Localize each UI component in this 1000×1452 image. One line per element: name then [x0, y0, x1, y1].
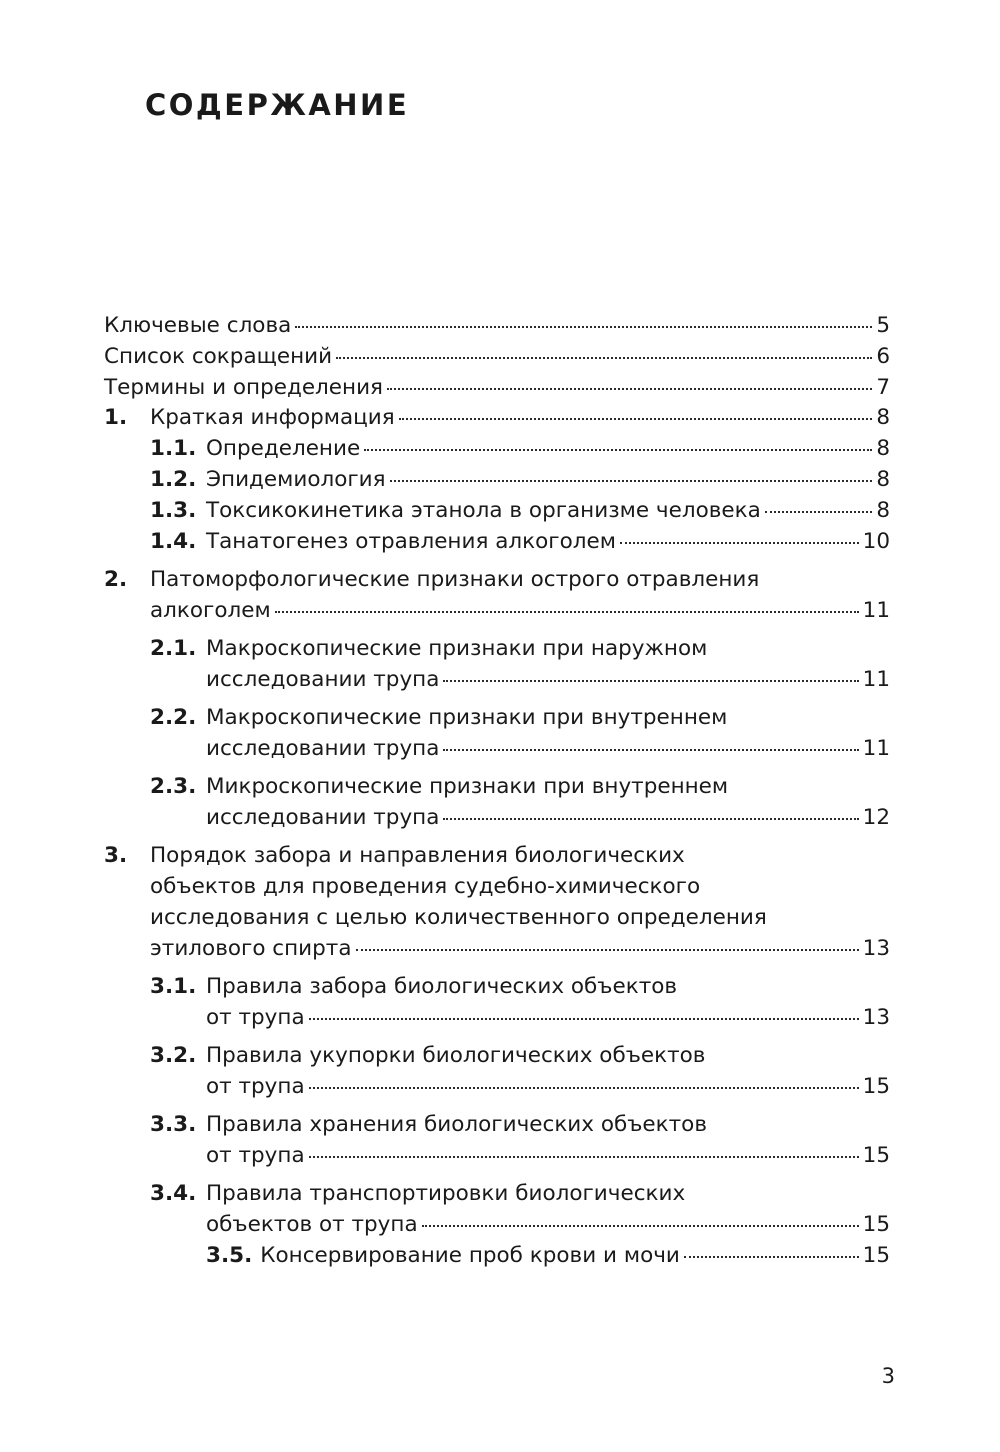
toc-entry[interactable]	[104, 703, 890, 765]
toc-entry-title: алкоголем	[150, 597, 271, 623]
toc-entry-page: 12	[862, 804, 890, 830]
dot-leader	[295, 326, 872, 328]
toc-entry-number: 1.2.	[150, 466, 197, 492]
toc-entry-title: этилового спирта	[150, 935, 352, 961]
toc-entry[interactable]	[104, 972, 890, 1034]
toc-entry-page: 5	[876, 313, 890, 338]
dot-leader	[620, 542, 859, 544]
toc-entry-title: Список сокращений	[104, 343, 333, 369]
toc-entry-number: 3.	[104, 843, 128, 869]
toc-entry[interactable]	[104, 311, 890, 342]
toc-entry-page: 15	[862, 1073, 890, 1099]
toc-entry[interactable]	[104, 1041, 890, 1103]
dot-leader	[765, 511, 873, 513]
dot-leader	[387, 388, 872, 390]
toc-entry-title: Консервирование проб крови и мочи	[260, 1242, 680, 1268]
dot-leader	[309, 1087, 859, 1089]
toc-entry-title-line: Правила хранения биологических объектов	[206, 1112, 707, 1138]
toc-entry-title: Краткая информация	[150, 405, 395, 431]
toc-entry[interactable]	[104, 634, 890, 696]
toc-entry-title: Танатогенез отравления алкоголем	[206, 528, 616, 554]
toc-entry-page: 13	[862, 1004, 890, 1030]
toc-entry-title: от трупа	[206, 1004, 305, 1030]
toc-entry-number: 2.2.	[150, 705, 197, 731]
toc-entry-title-line: Правила транспортировки биологических	[206, 1181, 686, 1207]
toc-entry-page: 11	[862, 735, 890, 761]
dot-leader	[443, 818, 858, 820]
toc-entry-title: объектов от трупа	[206, 1212, 418, 1238]
toc-entry-title: исследовании трупа	[206, 666, 440, 692]
toc-entry[interactable]	[104, 1241, 890, 1272]
toc-entry-page: 7	[876, 374, 890, 400]
toc-entry-title: от трупа	[206, 1073, 305, 1099]
toc-entry-title: Определение	[206, 436, 361, 462]
toc-entry-number: 2.3.	[150, 774, 197, 800]
toc-entry-number: 3.4.	[150, 1181, 197, 1207]
toc-entry-title: исследовании трупа	[206, 735, 440, 761]
toc-entry-page: 11	[862, 597, 890, 623]
table-of-contents	[104, 311, 890, 1272]
toc-entry-title-line: объектов для проведения судебно-химического	[150, 874, 701, 900]
toc-entry-title: от трупа	[206, 1142, 305, 1168]
toc-entry[interactable]	[104, 1179, 890, 1241]
toc-entry-number: 1.	[104, 405, 128, 431]
page-title: СОДЕРЖАНИЕ	[145, 88, 410, 122]
toc-entry-number: 3.1.	[150, 973, 197, 999]
toc-entry[interactable]	[104, 403, 890, 434]
toc-entry[interactable]	[104, 373, 890, 404]
toc-entry-page: 11	[862, 666, 890, 692]
toc-entry[interactable]	[104, 1110, 890, 1172]
toc-entry-title: Термины и определения	[104, 374, 383, 400]
toc-entry[interactable]	[104, 465, 890, 496]
toc-entry-title: исследовании трупа	[206, 804, 440, 830]
dot-leader	[275, 611, 859, 613]
dot-leader	[309, 1156, 859, 1158]
toc-entry-title-line: Порядок забора и направления биологических	[150, 843, 685, 869]
toc-entry-number: 3.3.	[150, 1112, 197, 1138]
toc-entry-title-line: исследования с целью количественного определения	[150, 904, 767, 930]
dot-leader	[684, 1256, 859, 1258]
dot-leader	[390, 480, 873, 482]
toc-entry-title-line: Патоморфологические признаки острого отравления	[150, 566, 760, 592]
toc-entry-title: Ключевые слова	[104, 313, 292, 338]
toc-entry-title: Токсикокинетика этанола в организме человека	[206, 497, 761, 523]
toc-entry-number: 3.2.	[150, 1043, 197, 1069]
toc-entry-page: 8	[876, 466, 890, 492]
toc-entry-number: 1.1.	[150, 436, 197, 462]
dot-leader	[422, 1225, 859, 1227]
toc-entry-number: 3.5.	[206, 1242, 253, 1268]
toc-entry-number: 1.3.	[150, 497, 197, 523]
toc-entry-page: 8	[876, 497, 890, 523]
toc-entry-number: 2.1.	[150, 635, 197, 661]
toc-entry-number: 2.	[104, 566, 128, 592]
dot-leader	[336, 357, 872, 359]
toc-entry-page: 15	[862, 1242, 890, 1268]
toc-entry-title-line: Правила забора биологических объектов	[206, 973, 678, 999]
toc-entry[interactable]	[104, 527, 890, 558]
toc-entry-title-line: Макроскопические признаки при наружном	[206, 635, 708, 661]
toc-entry[interactable]	[104, 841, 890, 964]
dot-leader	[364, 449, 872, 451]
toc-entry-page: 13	[862, 935, 890, 961]
toc-entry-title-line: Правила укупорки биологических объектов	[206, 1043, 706, 1069]
toc-entry-page: 15	[862, 1212, 890, 1238]
dot-leader	[443, 680, 858, 682]
dot-leader	[309, 1018, 859, 1020]
toc-entry-page: 6	[876, 343, 890, 369]
toc-entry-page: 8	[876, 405, 890, 431]
toc-entry[interactable]	[104, 496, 890, 527]
toc-entry-page: 8	[876, 436, 890, 462]
toc-entry[interactable]	[104, 342, 890, 373]
toc-entry[interactable]	[104, 772, 890, 834]
toc-entry-page: 10	[862, 528, 890, 554]
toc-entry-title-line: Микроскопические признаки при внутреннем	[206, 774, 729, 800]
page-number: 3	[881, 1364, 895, 1388]
toc-entry[interactable]	[104, 565, 890, 627]
toc-entry[interactable]	[104, 434, 890, 465]
dot-leader	[399, 418, 873, 420]
dot-leader	[356, 949, 859, 951]
toc-entry-page: 15	[862, 1142, 890, 1168]
toc-entry-number: 1.4.	[150, 528, 197, 554]
dot-leader	[443, 749, 858, 751]
toc-entry-title: Эпидемиология	[206, 466, 386, 492]
toc-entry-title-line: Макроскопические признаки при внутреннем	[206, 705, 728, 731]
